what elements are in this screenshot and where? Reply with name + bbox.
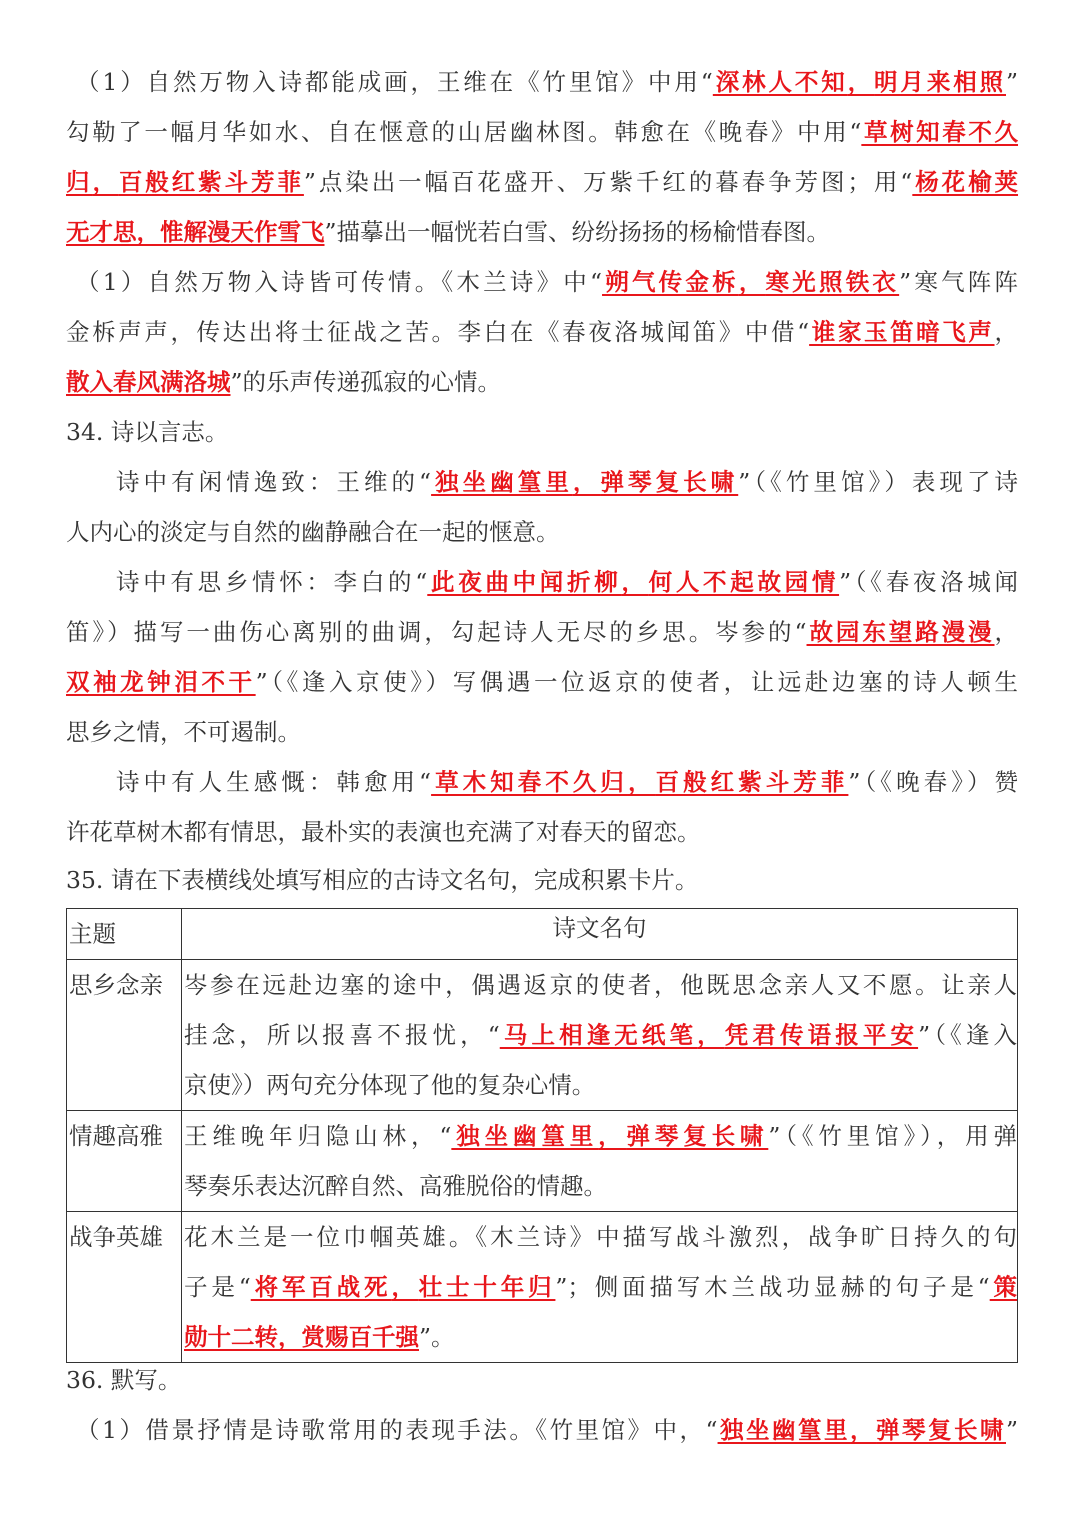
table-row: [67, 1212, 1018, 1363]
answer-text: 弹琴复长啸: [876, 1416, 1006, 1444]
answer-text: 勋十二转: [184, 1323, 278, 1351]
row-theme: 战争英雄: [67, 1212, 182, 1363]
answer-text: 将军百战死: [250, 1273, 392, 1301]
header-theme: 主题: [67, 909, 182, 960]
table-row: [67, 1111, 1018, 1212]
answer-text: 杨花榆荚: [912, 168, 1019, 196]
row-theme: 情趣高雅: [67, 1111, 182, 1212]
answer-text: 壮士十年归: [418, 1273, 556, 1301]
answer-text: 凭君传语报平安: [724, 1021, 919, 1049]
p1-line-1: （1）自然万物入诗都能成画，王维在《竹里馆》中用“深林人不知，明月来相照”: [76, 68, 1019, 96]
answer-text: 独坐幽篁里: [451, 1122, 599, 1150]
p1-line-2: 勾勒了一幅月华如水、自在惬意的山居幽林图。韩愈在《晚春》中用“草树知春不久: [66, 118, 1019, 146]
q34-a-line-2: 人内心的淡定与自然的幽静融合在一起的惬意。: [66, 518, 560, 546]
p2-line-1: （1）自然万物入诗皆可传情。《木兰诗》中“朔气传金柝，寒光照铁衣”寒气阵阵: [76, 268, 1019, 296]
answer-text: 草木知春不久归: [431, 768, 628, 796]
answer-text: 无才思: [66, 218, 137, 246]
answer-text: 弹琴复长啸: [600, 468, 739, 496]
answer-text: 策: [989, 1273, 1018, 1301]
q34-b-line-1: 诗中有思乡情怀：李白的“此夜曲中闻折柳，何人不起故园情”（《春夜洛城闻: [116, 568, 1019, 596]
answer-text: 归: [66, 168, 93, 196]
answer-text: 散入春风满洛城: [66, 368, 231, 396]
answer-text: 独坐幽篁里: [431, 468, 573, 496]
p1-line-4: 无才思，惟解漫天作雪飞”描摹出一幅恍若白雪、纷纷扬扬的杨榆惜春图。: [66, 218, 831, 246]
answer-text: 何人不起故园情: [648, 568, 840, 596]
answer-text: 赏赐百千强: [301, 1323, 419, 1351]
row-theme: 思乡念亲: [67, 960, 182, 1111]
table-row: [67, 960, 1018, 1111]
p2-line-3: 散入春风满洛城”的乐声传递孤寂的心情。: [66, 368, 502, 396]
row-content: 王维晚年归隐山林，“独坐幽篁里，弹琴复长啸”（《竹里馆》），用弹 琴奏乐表达沉醉自然、高雅脱俗的情趣。: [182, 1111, 1018, 1212]
answer-text: 谁家玉笛暗飞声: [809, 318, 995, 346]
accumulation-card-table: [66, 908, 1018, 1363]
answer-text: 此夜曲中闻折柳: [427, 568, 622, 596]
answer-text: 惟解漫天作雪飞: [160, 218, 325, 246]
answer-text: 百般红紫斗芳菲: [118, 168, 304, 196]
row-content: 花木兰是一位巾帼英雄。《木兰诗》中描写战斗激烈，战争旷日持久的句 子是“将军百战死，壮士十年归”；侧面描写木兰战功显赫的句子是“策 勋十二转，赏赐百千强”。: [182, 1212, 1018, 1363]
q36-title: 36. 默写。: [66, 1366, 182, 1394]
answer-text: 百般红紫斗芳菲: [655, 768, 849, 796]
answer-text: 朔气传金柝: [602, 268, 739, 296]
row-content: 岑参在远赴边塞的途中，偶遇返京的使者，他既思念亲人又不愿。让亲人 挂念，所以报喜不报忧，“马上相逢无纸笔，凭君传语报平安”（《逢入 京使》）两句充分体现了他的复杂心情。: [182, 960, 1018, 1111]
answer-text: 双袖龙钟泪不干: [66, 668, 256, 696]
answer-text: 故园东望路漫漫: [806, 618, 995, 646]
q34-c-line-1: 诗中有人生感慨：韩愈用“草木知春不久归，百般红紫斗芳菲”（《晚春》）赞: [116, 768, 1019, 796]
q34-title: 34. 诗以言志。: [66, 418, 229, 446]
answer-text: 明月来相照: [874, 68, 1006, 96]
answer-text: 草树知春不久: [861, 118, 1019, 146]
q34-b-line-3: 双袖龙钟泪不干”（《逢入京使》）写偶遇一位返京的使者，让远赴边塞的诗人顿生: [66, 668, 1019, 696]
answer-text: 独坐幽篁里: [717, 1416, 851, 1444]
table-header-row: [67, 909, 1018, 960]
answer-text: 马上相逢无纸笔: [499, 1021, 698, 1049]
q34-a-line-1: 诗中有闲情逸致：王维的“独坐幽篁里，弹琴复长啸”（《竹里馆》）表现了诗: [116, 468, 1019, 496]
q34-b-line-2: 笛》）描写一曲伤心离别的曲调，勾起诗人无尽的乡思。岑参的“故园东望路漫漫，: [66, 618, 1019, 646]
header-content: 诗文名句: [182, 909, 1018, 960]
answer-text: 寒光照铁衣: [765, 268, 900, 296]
answer-text: 深林人不知: [712, 68, 848, 96]
p2-line-2: 金柝声声，传达出将士征战之苦。李白在《春夜洛城闻笛》中借“谁家玉笛暗飞声，: [66, 318, 1019, 346]
q34-b-line-4: 思乡之情，不可遏制。: [66, 718, 301, 746]
answer-text: 弹琴复长啸: [626, 1122, 769, 1150]
p1-line-3: 归，百般红紫斗芳菲”点染出一幅百花盛开、万紫千红的暮春争芳图；用“杨花榆荚: [66, 168, 1019, 196]
q35-title: 35. 请在下表横线处填写相应的古诗文名句，完成积累卡片。: [66, 866, 699, 894]
q34-c-line-2: 许花草树木都有情思，最朴实的表演也充满了对春天的留恋。: [66, 818, 701, 846]
q36-line-1: （1）借景抒情是诗歌常用的表现手法。《竹里馆》中，“独坐幽篁里，弹琴复长啸”: [76, 1416, 1019, 1444]
